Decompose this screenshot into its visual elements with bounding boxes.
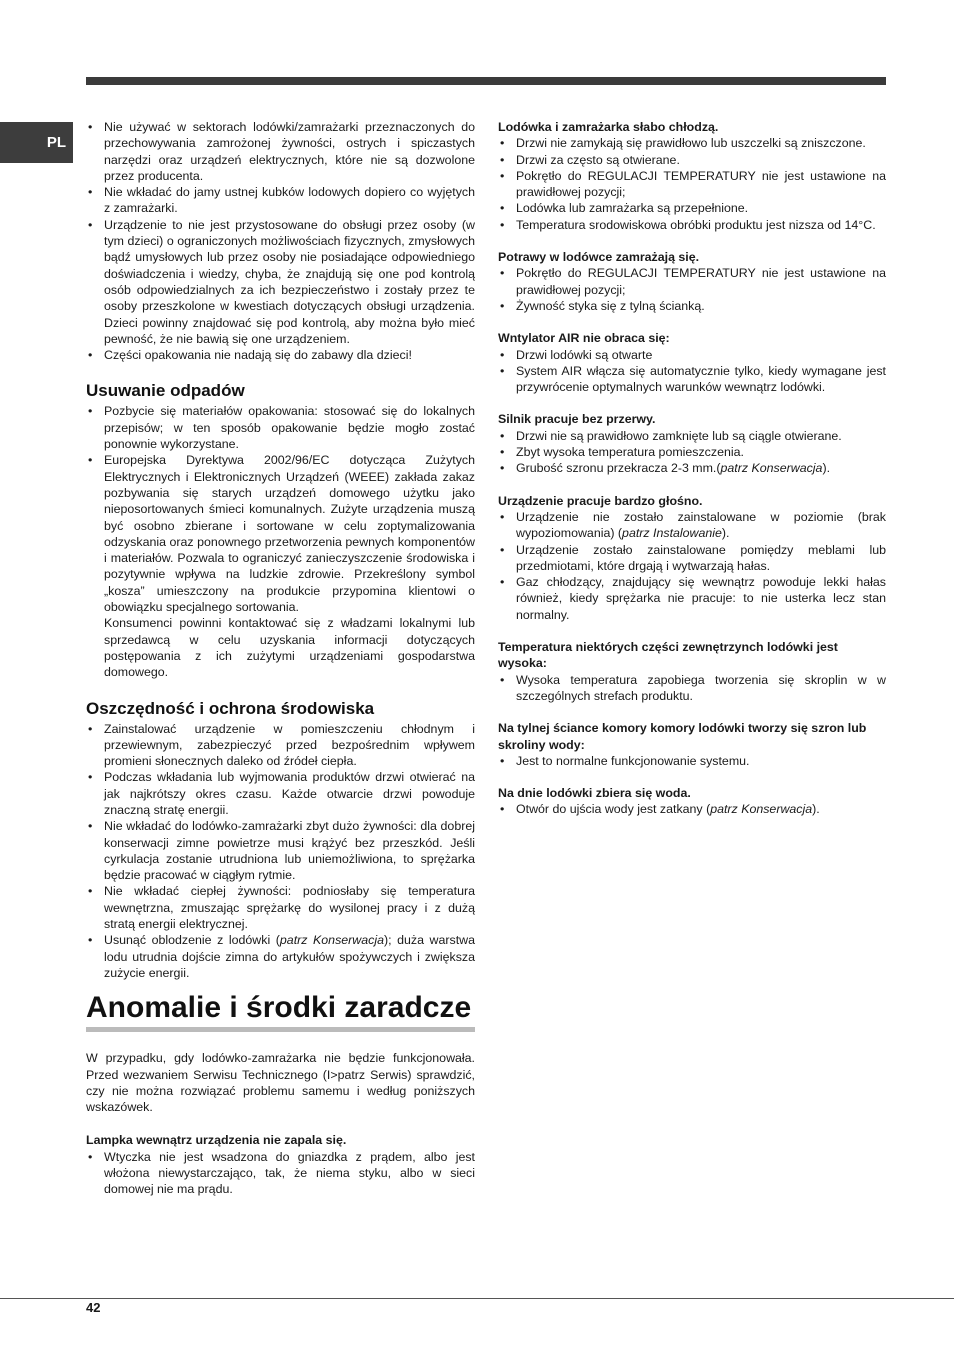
problem-block bbox=[498, 639, 886, 704]
text: Urządzenie nie zostało zainstalowane w poziomie (brak wypoziomowania) ( bbox=[516, 509, 886, 541]
problem-title: Silnik pracuje bez przerwy. bbox=[498, 412, 656, 427]
list-item: • Żywność styka się z tylną ścianką. bbox=[498, 298, 886, 314]
list-item: • Temperatura srodowiskowa obróbki produktu jest nizsza od 14°C. bbox=[498, 217, 886, 233]
problem-block bbox=[498, 785, 886, 818]
reference: patrz Konserwacja bbox=[720, 461, 823, 476]
right-column bbox=[498, 119, 886, 834]
list-item bbox=[498, 801, 886, 817]
problem-list bbox=[498, 509, 886, 623]
problem-list bbox=[498, 265, 886, 314]
list-item: • Lodówka lub zamrażarka są przepełnione. bbox=[498, 200, 886, 216]
title-underline bbox=[86, 1027, 475, 1032]
reference: patrz Konserwacja bbox=[710, 802, 813, 817]
list-item: • Drzwi nie zamykają się prawidłowo lub uszczelki są zniszczone. bbox=[498, 135, 886, 151]
list-item: • Nie wkładać do lodówko-zamrażarki zbyt dużo żywności: dla dobrej konserwacji zimne powietrze musi krążyć bez przeszkód. Jeśli cyrkulacja zostanie utrudniona lub uniemożliwiona, to sprężarka będzie pracować w ciągłym rytmie. bbox=[86, 818, 475, 883]
list-item: • Drzwi lodówki są otwarte bbox=[498, 347, 886, 363]
list-item: • Nie wkładać ciepłej żywności: podniosłaby się temperatura wewnętrzna, zmuszając sprężarkę do wysilonej pracy i z dużą stratą energii elektrycznej. bbox=[86, 883, 475, 932]
list-item: • Pozbycie się materiałów opakowania: stosować się do lokalnych przepisów; w ten sposób opakowanie będzie mogło zostać ponownie wykorzystane. bbox=[86, 403, 475, 452]
anomalies-intro: W przypadku, gdy lodówko-zamrażarka nie będzie funkcjonowała. Przed wezwaniem Serwisu Technicznego (I>patrz Serwis) sprawdzić, czy nie można rozwiązać problemu samemu i według poniższych wskazówek. bbox=[86, 1051, 475, 1115]
list-item: • Gaz chłodzący, znajdujący się wewnątrz powoduje lekki hałas również, kiedy sprężarka nie pracuje: to nie usterka lecz stan normalny. bbox=[498, 574, 886, 623]
problem-list bbox=[498, 801, 886, 817]
list-item: • Pokrętło do REGULACJI TEMPERATURY nie jest ustawione na prawidłowej pozycji; bbox=[498, 168, 886, 201]
list-item: • Jest to normalne funkcjonowanie systemu. bbox=[498, 753, 886, 769]
text: ). bbox=[822, 461, 831, 476]
lamp-list bbox=[86, 1149, 475, 1198]
section-title-disposal: Usuwanie odpadów bbox=[86, 381, 245, 401]
list-item: • Drzwi nie są prawidłowo zamknięte lub są ciągle otwierane. bbox=[498, 428, 886, 444]
reference: patrz Instalowanie bbox=[622, 526, 722, 541]
list-item: • Zainstalować urządzenie w pomieszczeniu chłodnym i przewiewnym, zabezpieczyć przed bezpośrednim wpływem promieni słonecznych daleko od źródeł ciepła. bbox=[86, 721, 475, 770]
text: Grubość szronu przekracza 2-3 mm.( bbox=[516, 461, 721, 476]
text: ). bbox=[721, 526, 730, 541]
problem-title: Wntylator AIR nie obraca się: bbox=[498, 331, 670, 346]
list-item bbox=[498, 460, 886, 476]
list-item bbox=[498, 509, 886, 542]
list-item: • Zbyt wysoka temperatura pomieszczenia. bbox=[498, 444, 886, 460]
saving-list bbox=[86, 721, 475, 982]
page-number: 42 bbox=[86, 1300, 101, 1315]
problem-title: Temperatura niektórych części zewnętrzynch lodówki jest wysoka: bbox=[498, 640, 838, 671]
list-item: • Pokrętło do REGULACJI TEMPERATURY nie jest ustawione na prawidłowej pozycji; bbox=[498, 265, 886, 298]
disposal-list bbox=[86, 403, 475, 615]
text: Usunąć oblodzenie z lodówki ( bbox=[104, 933, 280, 948]
problem-block bbox=[498, 249, 886, 314]
list-item: • Europejska Dyrektywa 2002/96/EC dotycząca Zużytych Elektrycznych i Elektronicznych Urządzeń (WEEE) zakłada zakaz pozbywania się starych urządzeń domowego użytku jako nieposortowanych śmieci komunalnych. Zużyte urządzenia muszą być osobno zbierane i sortowane w celu zoptymalizowania odzyskania oraz ponownego przetworzenia pewnych komponentów i materiałów. Pozwala to ograniczyć zanieczyszczenie środowiska i pozytywnie wpływa na ludzkie zdrowie. Przekreślony symbol „kosza” umieszczony na produkcie przypomina klientowi o obowiązku specjalnego sortowania. bbox=[86, 452, 475, 615]
list-item: • System AIR włącza się automatycznie tylko, kiedy wymagane jest przywrócenie optymalnych warunków wewnątrz lodówki. bbox=[498, 363, 886, 396]
safety-list bbox=[86, 119, 475, 363]
list-item: • Części opakowania nie nadają się do zabawy dla dzieci! bbox=[86, 347, 475, 363]
section-title-anomalies: Anomalie i środki zaradcze bbox=[86, 991, 472, 1025]
problem-title: Urządzenie pracuje bardzo głośno. bbox=[498, 493, 703, 508]
list-item bbox=[86, 932, 475, 981]
problem-block bbox=[498, 720, 886, 769]
list-item: • Wysoka temperatura zapobiega tworzenia się skroplin w w szczególnych strefach produktu. bbox=[498, 672, 886, 705]
problem-list bbox=[498, 428, 886, 477]
problem-block bbox=[498, 119, 886, 233]
problem-block bbox=[498, 493, 886, 623]
problem-block bbox=[498, 411, 886, 476]
left-column bbox=[86, 119, 475, 1198]
problem-list bbox=[498, 672, 886, 705]
header-rule bbox=[86, 77, 886, 85]
disposal-continuation: Konsumenci powinni kontaktować się z władzami lokalnymi lub sprzedawcą w celu uzyskania informacji dotyczących postępowania z ich zużytymi urządzeniami gospodarstwa domowego. bbox=[104, 616, 475, 680]
list-item: • Wtyczka nie jest wsadzona do gniazdka z prądem, albo jest włożona niewystarczająco, tak, że niema styku, albo w sieci domowej nie ma prądu. bbox=[86, 1149, 475, 1198]
list-item: • Podczas wkładania lub wyjmowania produktów drzwi otwierać na jak najkrótszy okres czasu. Każde otwarcie drzwi powoduje znaczną stratę energii. bbox=[86, 769, 475, 818]
text: ); duża warstwa lodu utrudnia dojście zimna do artykułów spożywczych i zwiększa zużycie energii. bbox=[104, 933, 475, 980]
footer-rule bbox=[0, 1298, 954, 1299]
list-item: • Urządzenie to nie jest przystosowane do obsługi przez osoby (w tym dzieci) o ograniczonych możliwościach fizycznych, zmysłowych bądź umysłowych lub przez osoby nie posiadające odpowiedniego doświadczenia i wiedzy, chyba, że znajdują się one pod kontrolą osób odpowiedzialnych za ich bezpieczeństwo i zostały przez te osoby przeszkolone w kwestiach dotyczących obsługi urządzenia. Dzieci powinny znajdować się pod kontrolą, aby można było mieć pewność, że nie bawią się one urządzeniem. bbox=[86, 217, 475, 347]
problem-list bbox=[498, 753, 886, 769]
problem-block bbox=[498, 330, 886, 395]
text: Otwór do ujścia wody jest zatkany ( bbox=[516, 802, 711, 817]
language-tab: PL bbox=[0, 122, 73, 163]
list-item: • Urządzenie zostało zainstalowane pomiędzy meblami lub przedmiotami, które drgają i wytwarzają hałas. bbox=[498, 542, 886, 575]
list-item: • Nie wkładać do jamy ustnej kubków lodowych dopiero co wyjętych z zamrażarki. bbox=[86, 184, 475, 217]
section-title-saving: Oszczędność i ochrona środowiska bbox=[86, 698, 375, 718]
problem-title: Potrawy w lodówce zamrażają się. bbox=[498, 250, 700, 265]
list-item: • Drzwi za często są otwierane. bbox=[498, 152, 886, 168]
text: ). bbox=[812, 802, 820, 817]
problem-title: Na tylnej ściance komory komory lodówki tworzy się szron lub skroliny wody: bbox=[498, 721, 867, 752]
reference: patrz Konserwacja bbox=[279, 933, 384, 948]
problem-list bbox=[498, 135, 886, 233]
problem-title: Na dnie lodówki zbiera się woda. bbox=[498, 786, 691, 801]
list-item: • Nie używać w sektorach lodówki/zamrażarki przeznaczonych do przechowywania zamrożonej żywności, ostrych i spiczastych narzędzi oraz urządzeń elektrycznych, które nie są dozwolone przez producenta. bbox=[86, 119, 475, 184]
problem-title: Lodówka i zamrażarka słabo chłodzą. bbox=[498, 120, 719, 134]
problem-list bbox=[498, 347, 886, 396]
problem-title: Lampka wewnątrz urządzenia nie zapala się. bbox=[86, 1133, 347, 1148]
